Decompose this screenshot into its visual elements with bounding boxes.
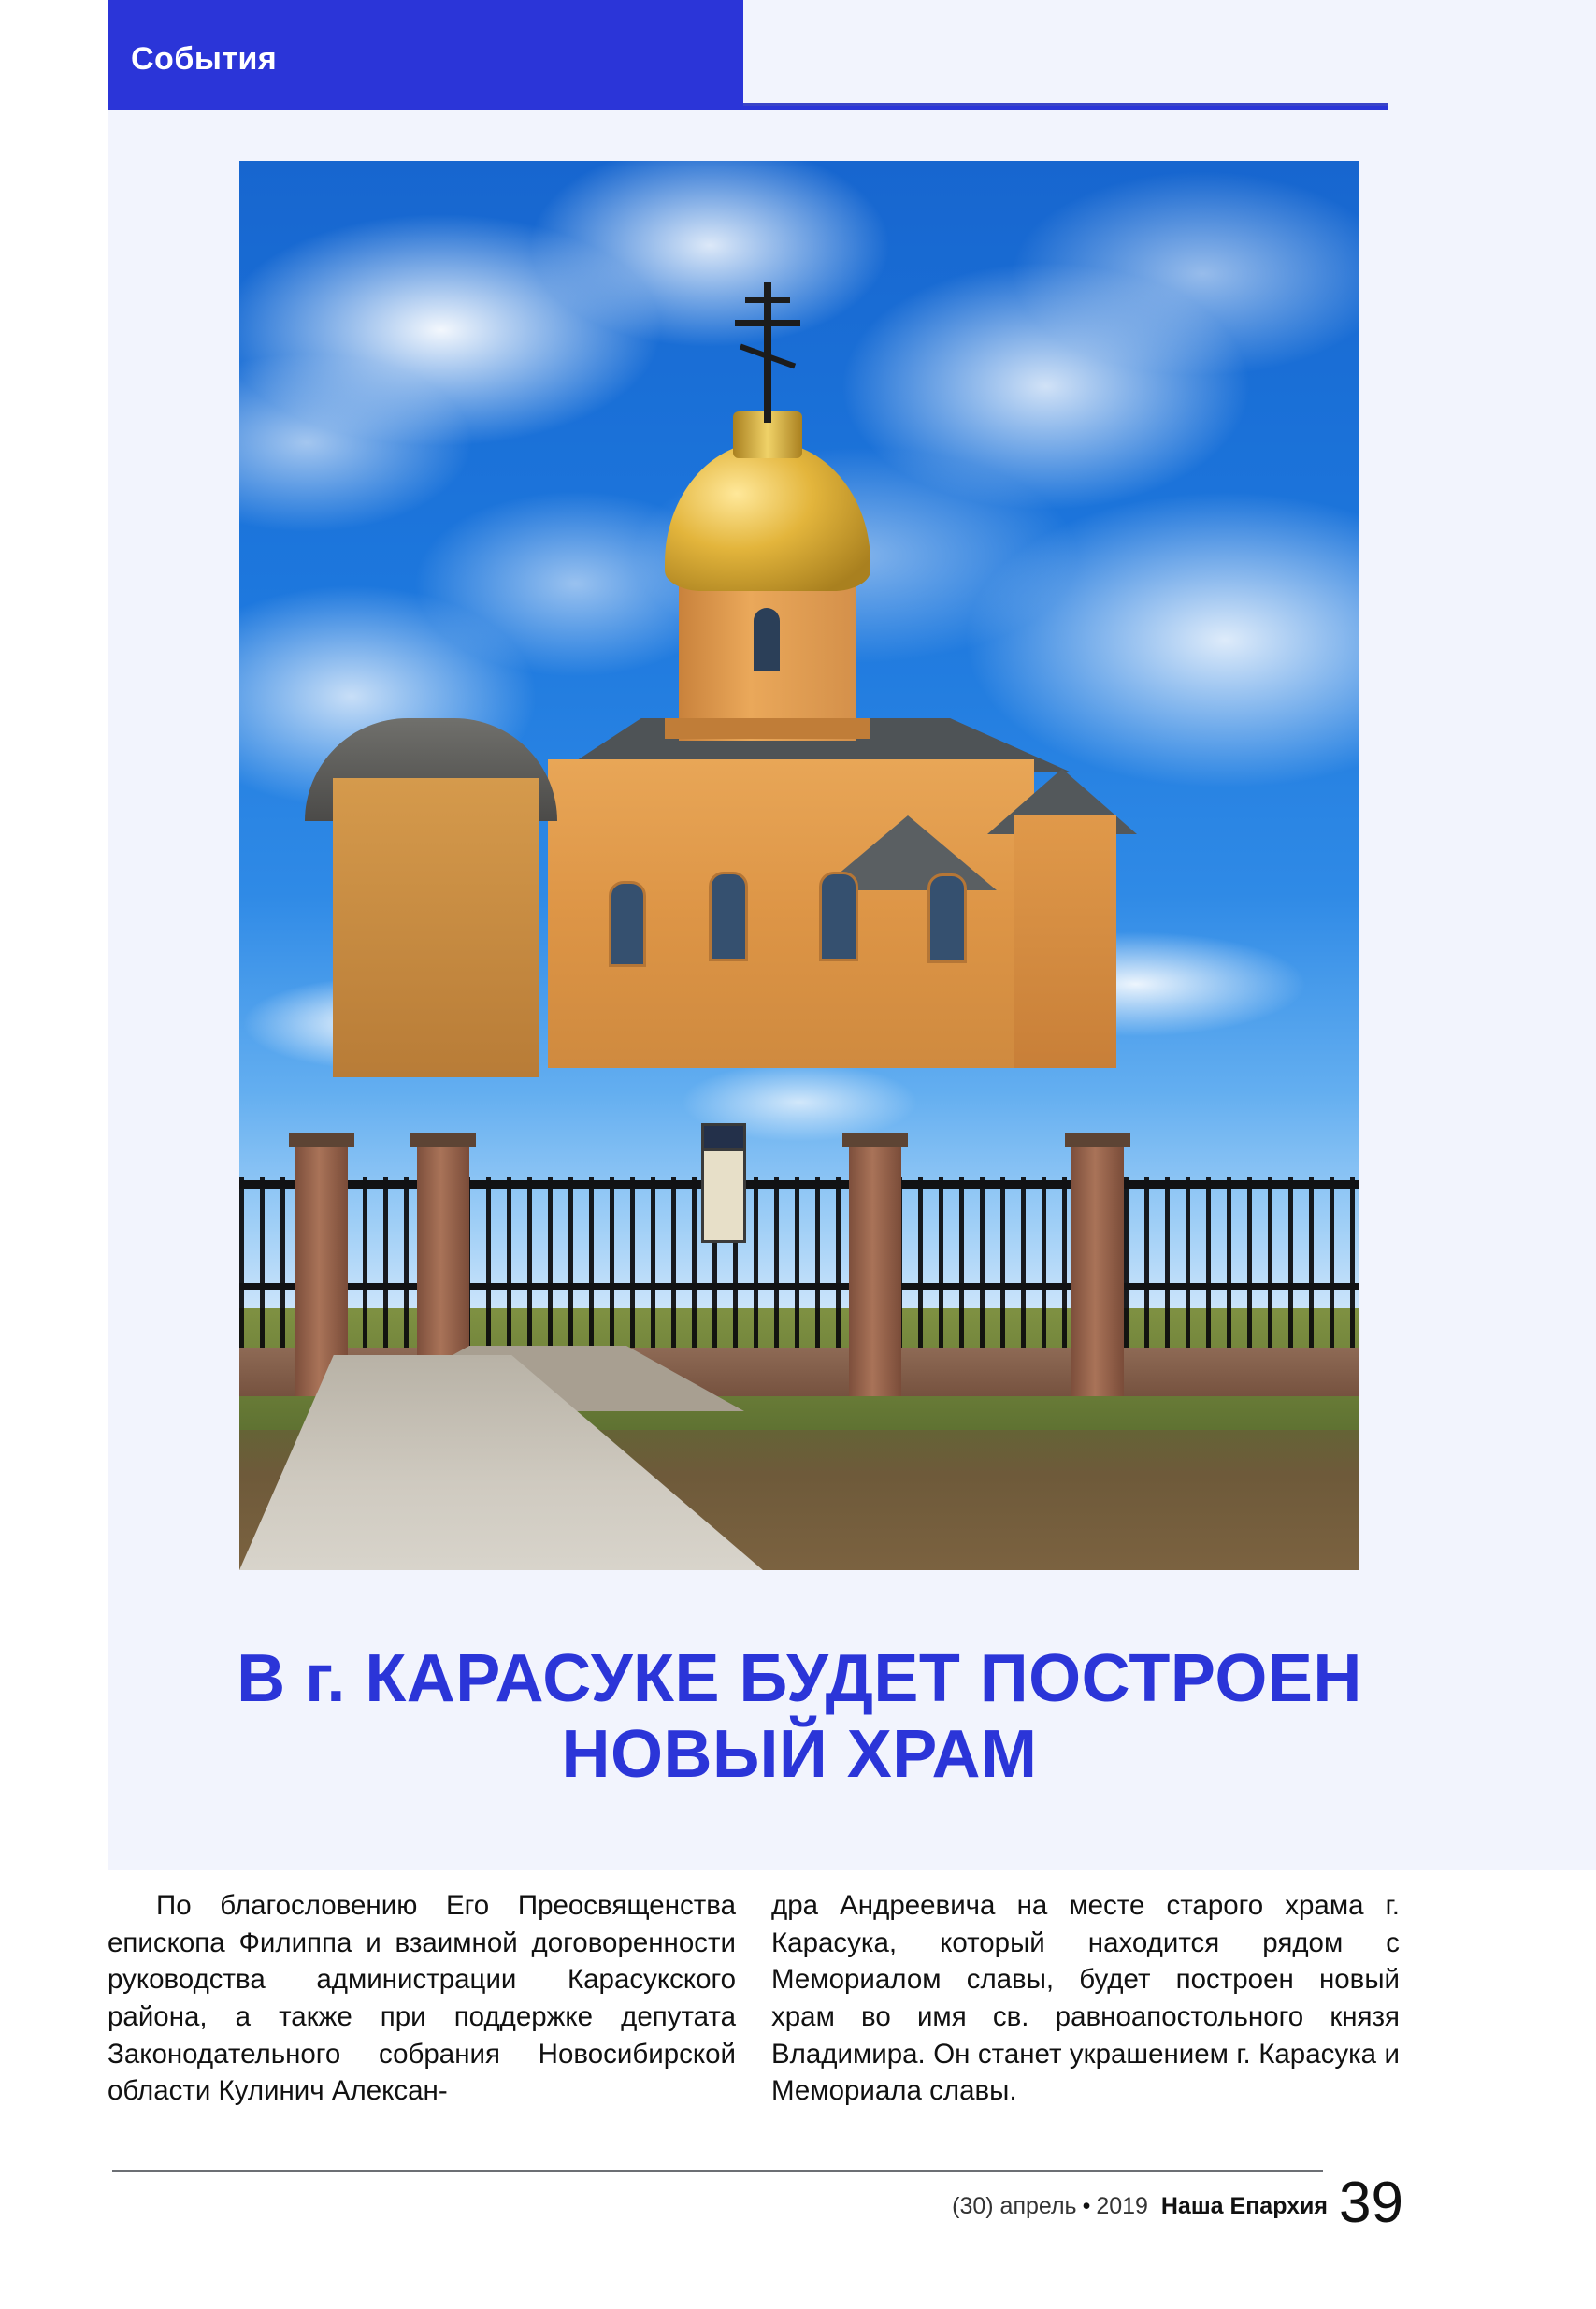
fence-pier-cap <box>410 1133 476 1147</box>
fence-pier <box>1071 1144 1124 1396</box>
church-window <box>819 872 858 961</box>
footer-divider <box>112 2170 1323 2172</box>
fence-rail-mid <box>239 1283 1359 1290</box>
cross-bar-main <box>735 320 800 326</box>
cross-bar-top <box>745 297 790 303</box>
page-left-margin <box>0 0 108 1870</box>
entry-porch <box>333 778 539 1077</box>
fence-pier-cap <box>1065 1133 1130 1147</box>
footer-publication: Наша Епархия <box>1160 2193 1328 2219</box>
fence-rail-top <box>239 1180 1359 1189</box>
headline-line-1: В г. КАРАСУКЕ БУДЕТ ПОСТРОЕН <box>237 1641 1362 1716</box>
section-tab-label: События <box>131 41 278 77</box>
article-headline <box>108 1641 1491 1792</box>
fence-pier <box>849 1144 901 1396</box>
notice-board-header <box>701 1123 746 1151</box>
church-window <box>609 881 646 967</box>
header-rule <box>108 106 1388 110</box>
page-number: 39 <box>1339 2171 1403 2235</box>
footer-meta <box>823 2193 1328 2220</box>
article-body <box>108 1887 1402 2110</box>
footer-year: 2019 <box>1096 2193 1148 2219</box>
footer-separator: • <box>1082 2193 1091 2219</box>
church-photograph <box>239 161 1359 1570</box>
notice-board <box>701 1148 746 1243</box>
body-column-left <box>108 1887 736 2110</box>
apse <box>1014 815 1116 1068</box>
body-paragraph-left: По благословению Его Преосвященства епископа Филиппа и взаимной договоренности руководства администрации Карасукского района, а также при поддержке депутата Законодательного собрания Новосибирской области Кулинич Алексан- <box>108 1890 736 2107</box>
footer-issue: (30) апрель <box>952 2193 1077 2219</box>
drum-window <box>754 608 780 671</box>
drum-cornice <box>665 718 870 739</box>
fence-pier-cap <box>289 1133 354 1147</box>
fence-pier-cap <box>842 1133 908 1147</box>
body-paragraph-right: дра Андреевича на месте старого храма г. Карасука, который находится рядом с Мемориалом славы, будет построен новый храм во имя св. равноапостольного князя Владимира. Он станет украшением г. Карасука и Мемориала славы. <box>771 1890 1400 2107</box>
headline-line-2: НОВЫЙ ХРАМ <box>561 1716 1038 1792</box>
church-window <box>927 873 967 963</box>
body-column-right <box>771 1887 1400 2110</box>
church-window <box>709 872 748 961</box>
iron-fence <box>239 1177 1359 1355</box>
